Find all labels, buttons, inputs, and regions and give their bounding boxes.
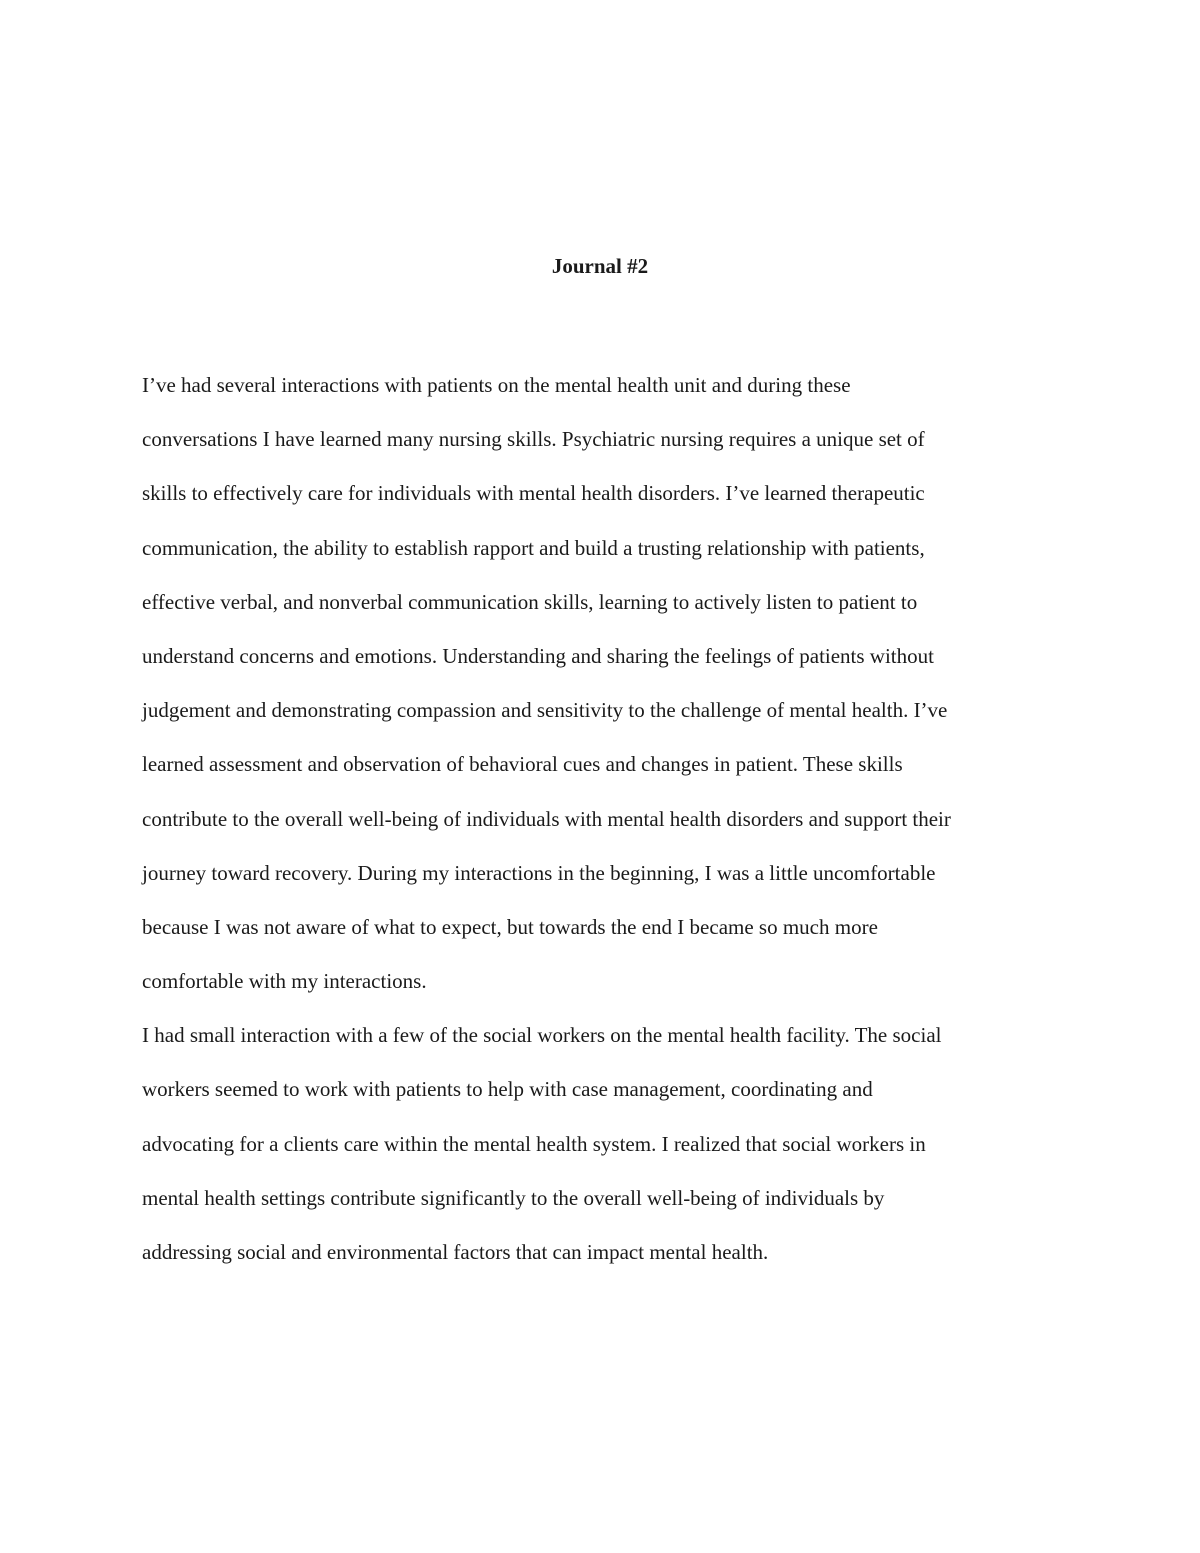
body-line: judgement and demonstrating compassion and sensitivity to the challenge of mental health. I’ve: [142, 698, 948, 723]
body-line: I had small interaction with a few of the social workers on the mental health facility. The social: [142, 1023, 942, 1048]
body-line: understand concerns and emotions. Understanding and sharing the feelings of patients without: [142, 643, 934, 668]
body-line: workers seemed to work with patients to help with case management, coordinating and: [142, 1077, 873, 1102]
body-line: effective verbal, and nonverbal communication skills, learning to actively listen to patient to: [142, 589, 918, 614]
body-line: contribute to the overall well-being of individuals with mental health disorders and support their: [142, 806, 951, 831]
body-line: advocating for a clients care within the mental health system. I realized that social workers in: [142, 1131, 926, 1156]
body-line: communication, the ability to establish rapport and build a trusting relationship with patients,: [142, 535, 925, 560]
body-line: journey toward recovery. During my interactions in the beginning, I was a little uncomfortable: [142, 860, 936, 885]
body-line: because I was not aware of what to expect, but towards the end I became so much more: [142, 914, 878, 939]
document-body: [142, 358, 1082, 1279]
body-line: addressing social and environmental factors that can impact mental health.: [142, 1240, 769, 1264]
document-title: Journal #2: [551, 254, 649, 278]
body-line: conversations I have learned many nursing skills. Psychiatric nursing requires a unique set of: [142, 427, 925, 452]
body-line: I’ve had several interactions with patients on the mental health unit and during these: [142, 373, 851, 397]
body-line: learned assessment and observation of behavioral cues and changes in patient. These skills: [142, 752, 903, 777]
body-line: comfortable with my interactions.: [142, 969, 427, 994]
body-line: skills to effectively care for individuals with mental health disorders. I’ve learned therapeutic: [142, 481, 925, 506]
body-line: mental health settings contribute significantly to the overall well-being of individuals by: [142, 1185, 885, 1210]
